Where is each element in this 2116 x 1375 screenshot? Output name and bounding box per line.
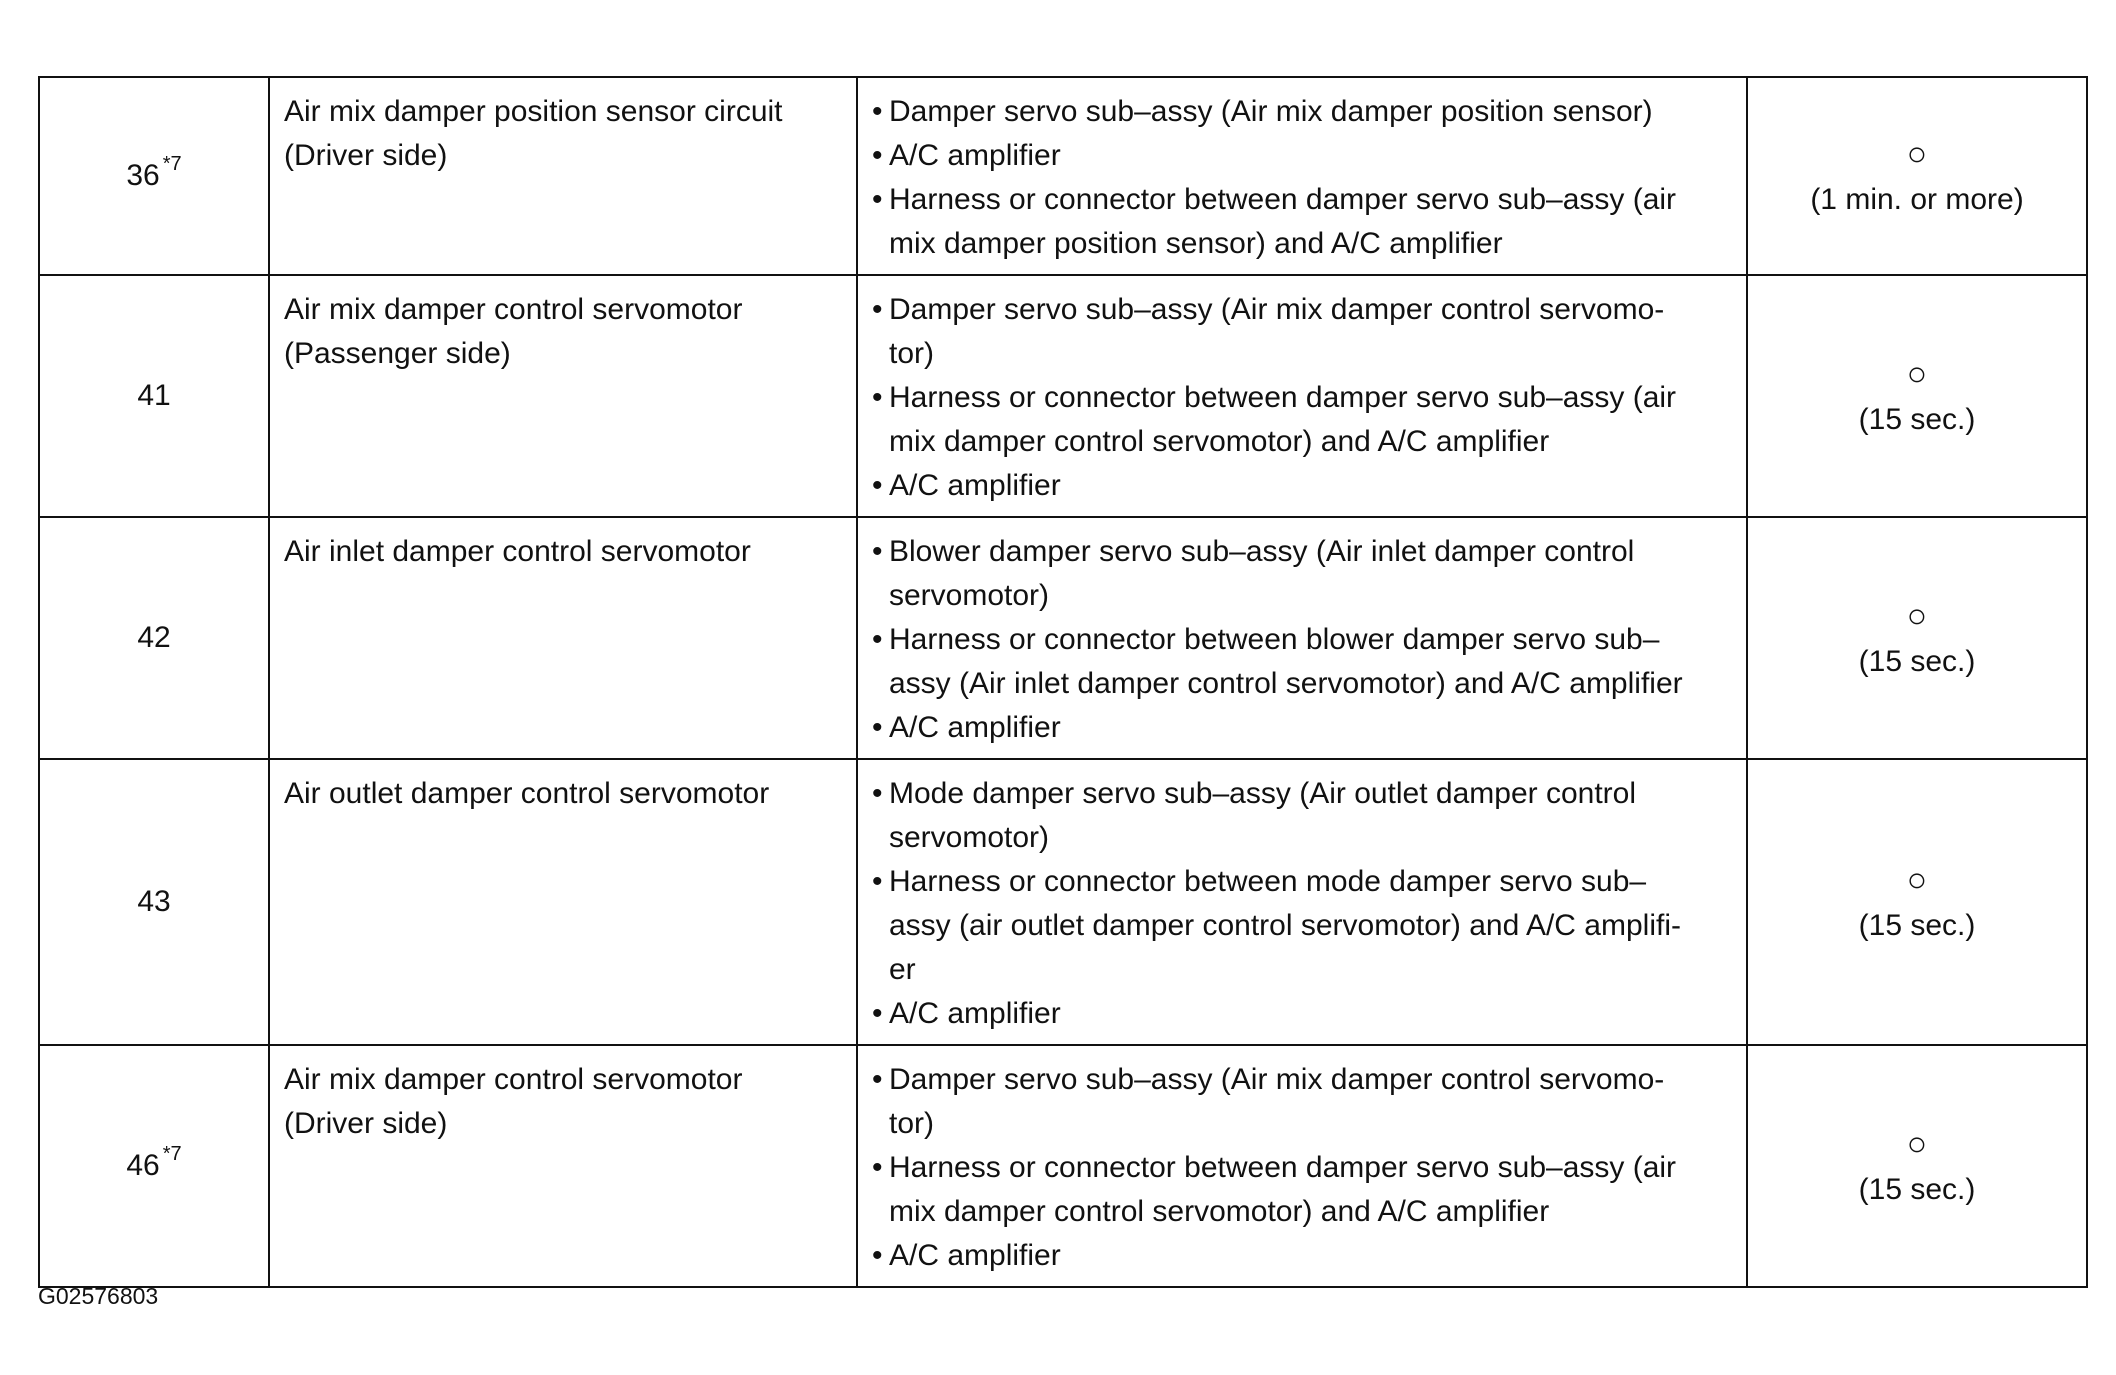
table-row — [39, 759, 2087, 1045]
trouble-area-line: • A/C amplifier — [889, 711, 1061, 744]
dtc-code-cell — [39, 275, 269, 517]
trouble-area-item — [872, 1234, 1732, 1278]
dtc-code: 41 — [137, 379, 171, 412]
detection-item-line: Air mix damper control servomotor — [284, 293, 743, 326]
dtc-code: 46 — [126, 1149, 160, 1182]
detection-item-cell — [269, 759, 857, 1045]
trouble-area-line: er — [889, 953, 916, 986]
trouble-area-line: • Harness or connector between blower damper servo sub– — [889, 623, 1660, 656]
detection-item-line: (Driver side) — [284, 1107, 448, 1140]
dtc-code: 42 — [137, 621, 171, 654]
detection-item-line: (Driver side) — [284, 139, 448, 172]
trouble-area-line: servomotor) — [889, 821, 1050, 854]
trouble-area-cell — [857, 517, 1747, 759]
circle-icon: ○ — [1906, 597, 1928, 635]
dtc-code: 36 — [126, 159, 160, 192]
memory-note: (15 sec.) — [1858, 403, 1976, 436]
trouble-area-list — [872, 288, 1732, 508]
trouble-area-line: assy (air outlet damper control servomotor) and A/C amplifi- — [889, 909, 1681, 942]
table-row — [39, 517, 2087, 759]
memory-cell — [1747, 1045, 2087, 1287]
circle-icon: ○ — [1906, 135, 1928, 173]
detection-item-line: Air mix damper control servomotor — [284, 1063, 743, 1096]
dtc-code-cell — [39, 759, 269, 1045]
trouble-area-item — [872, 288, 1732, 376]
dtc-code-cell — [39, 517, 269, 759]
trouble-area-cell — [857, 275, 1747, 517]
trouble-area-item — [872, 134, 1732, 178]
dtc-code-cell — [39, 77, 269, 275]
detection-item-cell — [269, 517, 857, 759]
trouble-area-line: • A/C amplifier — [889, 139, 1061, 172]
memory-note: (1 min. or more) — [1810, 183, 2024, 216]
trouble-area-line: • A/C amplifier — [889, 997, 1061, 1030]
trouble-area-item — [872, 90, 1732, 134]
trouble-area-item — [872, 772, 1732, 860]
trouble-area-item — [872, 1146, 1732, 1234]
trouble-area-list — [872, 1058, 1732, 1278]
trouble-area-list — [872, 530, 1732, 750]
trouble-area-list — [872, 90, 1732, 266]
trouble-area-line: • Harness or connector between mode damper servo sub– — [889, 865, 1647, 898]
figure-id: G02576803 — [38, 1283, 159, 1309]
trouble-area-cell — [857, 759, 1747, 1045]
circle-icon: ○ — [1906, 861, 1928, 899]
trouble-area-item — [872, 1058, 1732, 1146]
table-row — [39, 275, 2087, 517]
trouble-area-item — [872, 992, 1732, 1036]
trouble-area-line: servomotor) — [889, 579, 1050, 612]
trouble-area-list — [872, 772, 1732, 1036]
footnote-mark: *7 — [162, 153, 182, 175]
trouble-area-line: • Blower damper servo sub–assy (Air inlet damper control — [889, 535, 1635, 568]
trouble-area-line: • Harness or connector between damper servo sub–assy (air — [889, 183, 1677, 216]
trouble-area-line: mix damper control servomotor) and A/C amplifier — [889, 425, 1550, 458]
trouble-area-line: • Harness or connector between damper servo sub–assy (air — [889, 381, 1677, 414]
trouble-area-item — [872, 860, 1732, 992]
memory-cell — [1747, 275, 2087, 517]
detection-item-line: Air mix damper position sensor circuit — [284, 95, 783, 128]
trouble-area-line: • A/C amplifier — [889, 469, 1061, 502]
memory-cell — [1747, 517, 2087, 759]
memory-note: (15 sec.) — [1858, 1173, 1976, 1206]
detection-item-line: Air inlet damper control servomotor — [284, 535, 751, 568]
trouble-area-line: • Mode damper servo sub–assy (Air outlet damper control — [889, 777, 1637, 810]
trouble-area-item — [872, 530, 1732, 618]
trouble-area-cell — [857, 77, 1747, 275]
circle-icon: ○ — [1906, 1125, 1928, 1163]
trouble-area-line: • Harness or connector between damper servo sub–assy (air — [889, 1151, 1677, 1184]
trouble-area-line: assy (Air inlet damper control servomotor) and A/C amplifier — [889, 667, 1683, 700]
detection-item-cell — [269, 1045, 857, 1287]
trouble-area-line: mix damper position sensor) and A/C amplifier — [889, 227, 1503, 260]
trouble-area-line: tor) — [889, 337, 934, 370]
memory-note: (15 sec.) — [1858, 909, 1976, 942]
trouble-area-line: mix damper control servomotor) and A/C amplifier — [889, 1195, 1550, 1228]
trouble-area-item — [872, 464, 1732, 508]
detection-item-line: Air outlet damper control servomotor — [284, 777, 770, 810]
trouble-area-cell — [857, 1045, 1747, 1287]
circle-icon: ○ — [1906, 355, 1928, 393]
table-row — [39, 1045, 2087, 1287]
trouble-area-line: • Damper servo sub–assy (Air mix damper position sensor) — [889, 95, 1653, 128]
trouble-area-line: tor) — [889, 1107, 934, 1140]
dtc-table — [38, 76, 2088, 1288]
trouble-area-line: • Damper servo sub–assy (Air mix damper control servomo- — [889, 1063, 1665, 1096]
trouble-area-item — [872, 178, 1732, 266]
dtc-table-body — [39, 77, 2087, 1287]
detection-item-cell — [269, 275, 857, 517]
dtc-code: 43 — [137, 885, 171, 918]
trouble-area-item — [872, 618, 1732, 706]
trouble-area-item — [872, 706, 1732, 750]
trouble-area-item — [872, 376, 1732, 464]
trouble-area-line: • Damper servo sub–assy (Air mix damper control servomo- — [889, 293, 1665, 326]
detection-item-cell — [269, 77, 857, 275]
memory-note: (15 sec.) — [1858, 645, 1976, 678]
detection-item-line: (Passenger side) — [284, 337, 511, 370]
footnote-mark: *7 — [162, 1143, 182, 1165]
dtc-code-cell — [39, 1045, 269, 1287]
trouble-area-line: • A/C amplifier — [889, 1239, 1061, 1272]
table-row — [39, 77, 2087, 275]
memory-cell — [1747, 759, 2087, 1045]
memory-cell — [1747, 77, 2087, 275]
